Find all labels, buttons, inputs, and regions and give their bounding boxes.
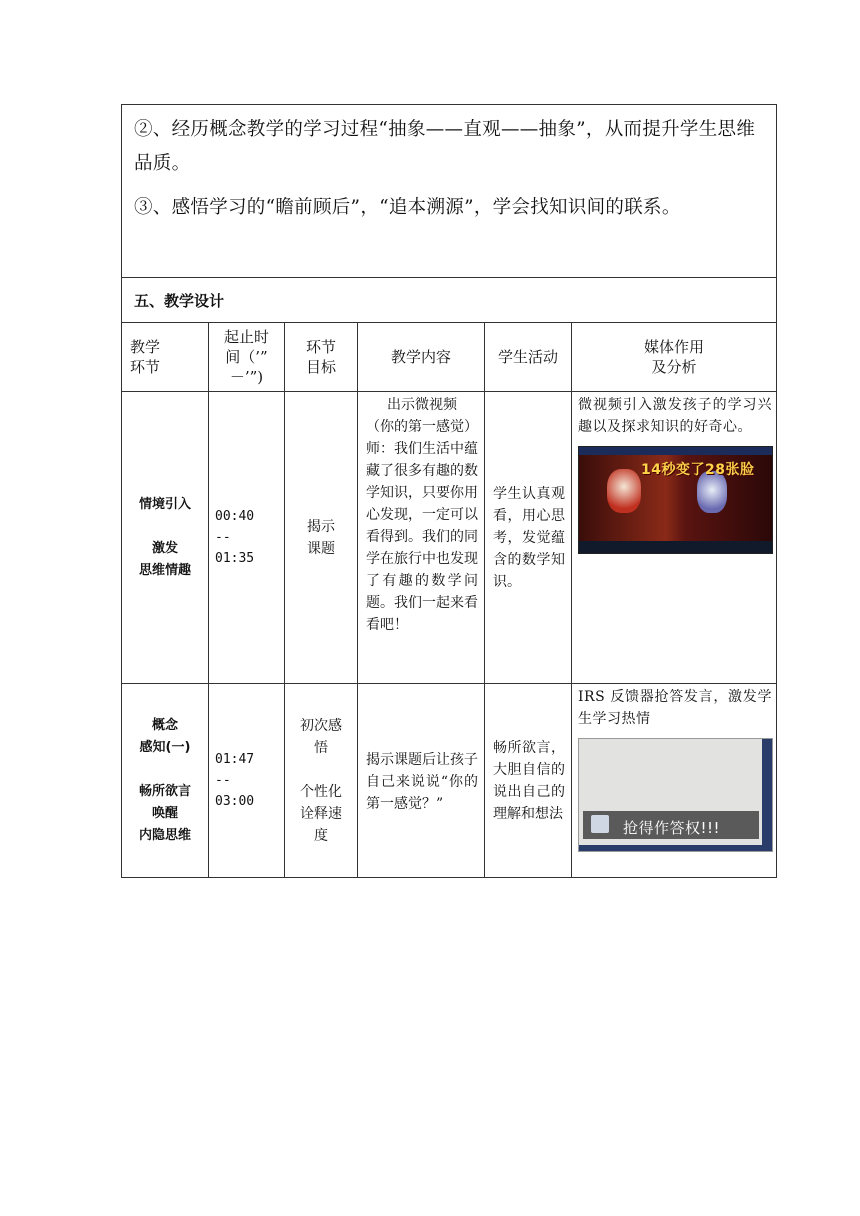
- row1-activity: 学生认真观看，用心思考，发觉蕴含的数学知识。: [485, 392, 572, 684]
- header-media: 媒体作用 及分析: [572, 323, 777, 392]
- table-header-row: [122, 323, 777, 392]
- thumbnail-caption: 14秒变了28张脸: [641, 462, 755, 478]
- objective-item-3: ③、感悟学习的“瞻前顾后”，“追本溯源”，学会找知识间的联系。: [134, 197, 681, 218]
- objectives-cell: [122, 105, 777, 278]
- row2-media-text: IRS 反馈器抢答发言，激发学生学习热情: [578, 689, 772, 727]
- row1-content: [358, 392, 485, 684]
- objective-item-2: ②、经历概念教学的学习过程“抽象——直观——抽象”，从而提升学生思维品质。: [134, 119, 756, 174]
- table-row: [122, 684, 777, 878]
- row1-stage: 情境引入 激发 思维情趣: [122, 392, 209, 684]
- video-thumbnail-image: [578, 446, 773, 554]
- row1-time: 00:40 -- 01:35: [209, 392, 285, 684]
- header-activity: 学生活动: [485, 323, 572, 392]
- row1-goal: 揭示 课题: [285, 392, 358, 684]
- section-title: 五、教学设计: [122, 278, 777, 323]
- lesson-plan-table: [121, 104, 777, 878]
- irs-screenshot-image: [578, 738, 773, 852]
- opera-mask-image: [607, 469, 641, 513]
- video-controls-bar: [579, 541, 772, 553]
- table-row: [122, 392, 777, 684]
- row2-activity: 畅所欲言，大胆自信的说出自己的理解和想法: [485, 684, 572, 878]
- row1-media: [572, 392, 777, 684]
- screenshot-banner-text: 抢得作答权!!!: [623, 819, 721, 837]
- row2-goal: 初次感 悟 个性化 诠释速 度: [285, 684, 358, 878]
- row1-content-head: 出示微视频 （你的第一感觉）: [366, 397, 478, 435]
- header-time: 起止时 间（’” －’”): [209, 323, 285, 392]
- row2-media: [572, 684, 777, 878]
- row2-stage: 概念 感知(一) 畅所欲言 唤醒 内隐思维: [122, 684, 209, 878]
- row1-content-body: 师：我们生活中蕴藏了很多有趣的数学知识，只要你用心发现，一定可以看得到。我们的同学在旅行中也发现了有趣的数学问题。我们一起来看看吧！: [366, 441, 478, 633]
- header-content: 教学内容: [358, 323, 485, 392]
- row2-time: 01:47 -- 03:00: [209, 684, 285, 878]
- row1-media-text: 微视频引入激发孩子的学习兴趣以及探求知识的好奇心。: [578, 397, 772, 435]
- header-goal: 环节 目标: [285, 323, 358, 392]
- row2-content: 揭示课题后让孩子自己来说说“你的第一感觉？”: [358, 684, 485, 878]
- header-stage: 教学 环节: [122, 323, 209, 392]
- avatar-icon: [591, 815, 609, 833]
